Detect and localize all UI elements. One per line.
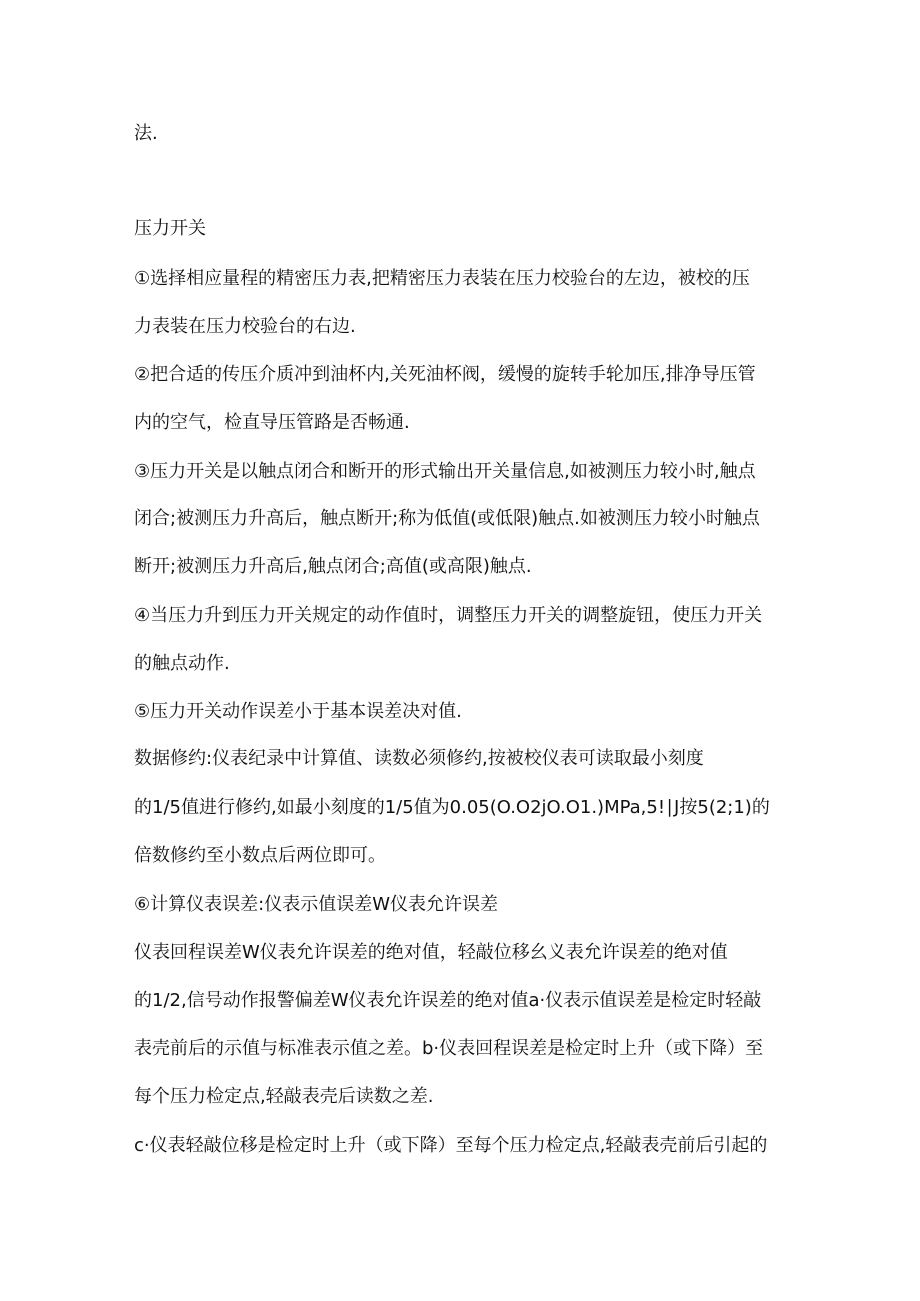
text-line: ①选择相应量程的精密压力表,把精密压力表装在压力校验台的左边，被校的压 — [134, 268, 750, 289]
text-line: 内的空气，检直导压管路是否畅通. — [134, 412, 410, 433]
text-line: 的1/2,信号动作报警偏差W仪表允许误差的绝对值a·仪表示值误差是检定时轻敲 — [134, 990, 762, 1011]
text-line: ⑤压力开关动作误差小于基本误差决对值. — [134, 701, 462, 722]
text-line: ②把合适的传压介质冲到油杯内,关死油杯阀，缓慢的旋转手轮加压,排净导压管 — [134, 364, 756, 385]
text-line: 闭合;被测压力升高后，触点断开;称为低值(或低限)触点.如被测压力较小时触点 — [134, 508, 760, 529]
text-line: ⑥计算仪表误差:仪表示值误差W仪表允许误差 — [134, 894, 498, 915]
text-line: 仪表回程误差W仪表允许误差的绝对值，轻敲位移幺义表允许误差的绝对值 — [134, 942, 728, 963]
text-line: 断开;被测压力升高后,触点闭合;高值(或高限)触点. — [134, 556, 532, 577]
section-heading: 压力开关 — [134, 218, 206, 239]
text-line: 的1/5值进行修约,如最小刻度的1/5值为0.05(O.O2jO.O1.)MPa,5!∣J按5(2;1)的 — [134, 797, 770, 818]
text-line: 的触点动作. — [134, 653, 230, 674]
text-line: c·仪表轻敲位移是检定时上升（或下降）至每个压力检定点,轻敲表壳前后引起的 — [134, 1135, 768, 1156]
text-line: 表壳前后的示值与标准表示值之差。b·仪表回程误差是检定时上升（或下降）至 — [134, 1038, 764, 1059]
text-line: 法. — [134, 123, 158, 144]
text-line: 力表装在压力校验台的右边. — [134, 316, 356, 337]
text-line: ③压力开关是以触点闭合和断开的形式输出开关量信息,如被测压力较小时,触点 — [134, 461, 756, 482]
text-line: ④当压力升到压力开关规定的动作值时，调整压力开关的调整旋钮，使压力开关 — [134, 605, 763, 626]
text-line: 倍数修约至小数点后两位即可。 — [134, 845, 386, 866]
text-line: 数据修约:仪表纪录中计算值、读数必须修约,按被校仪表可读取最小刻度 — [134, 748, 704, 769]
text-line: 每个压力检定点,轻敲表壳后读数之差. — [134, 1086, 434, 1107]
